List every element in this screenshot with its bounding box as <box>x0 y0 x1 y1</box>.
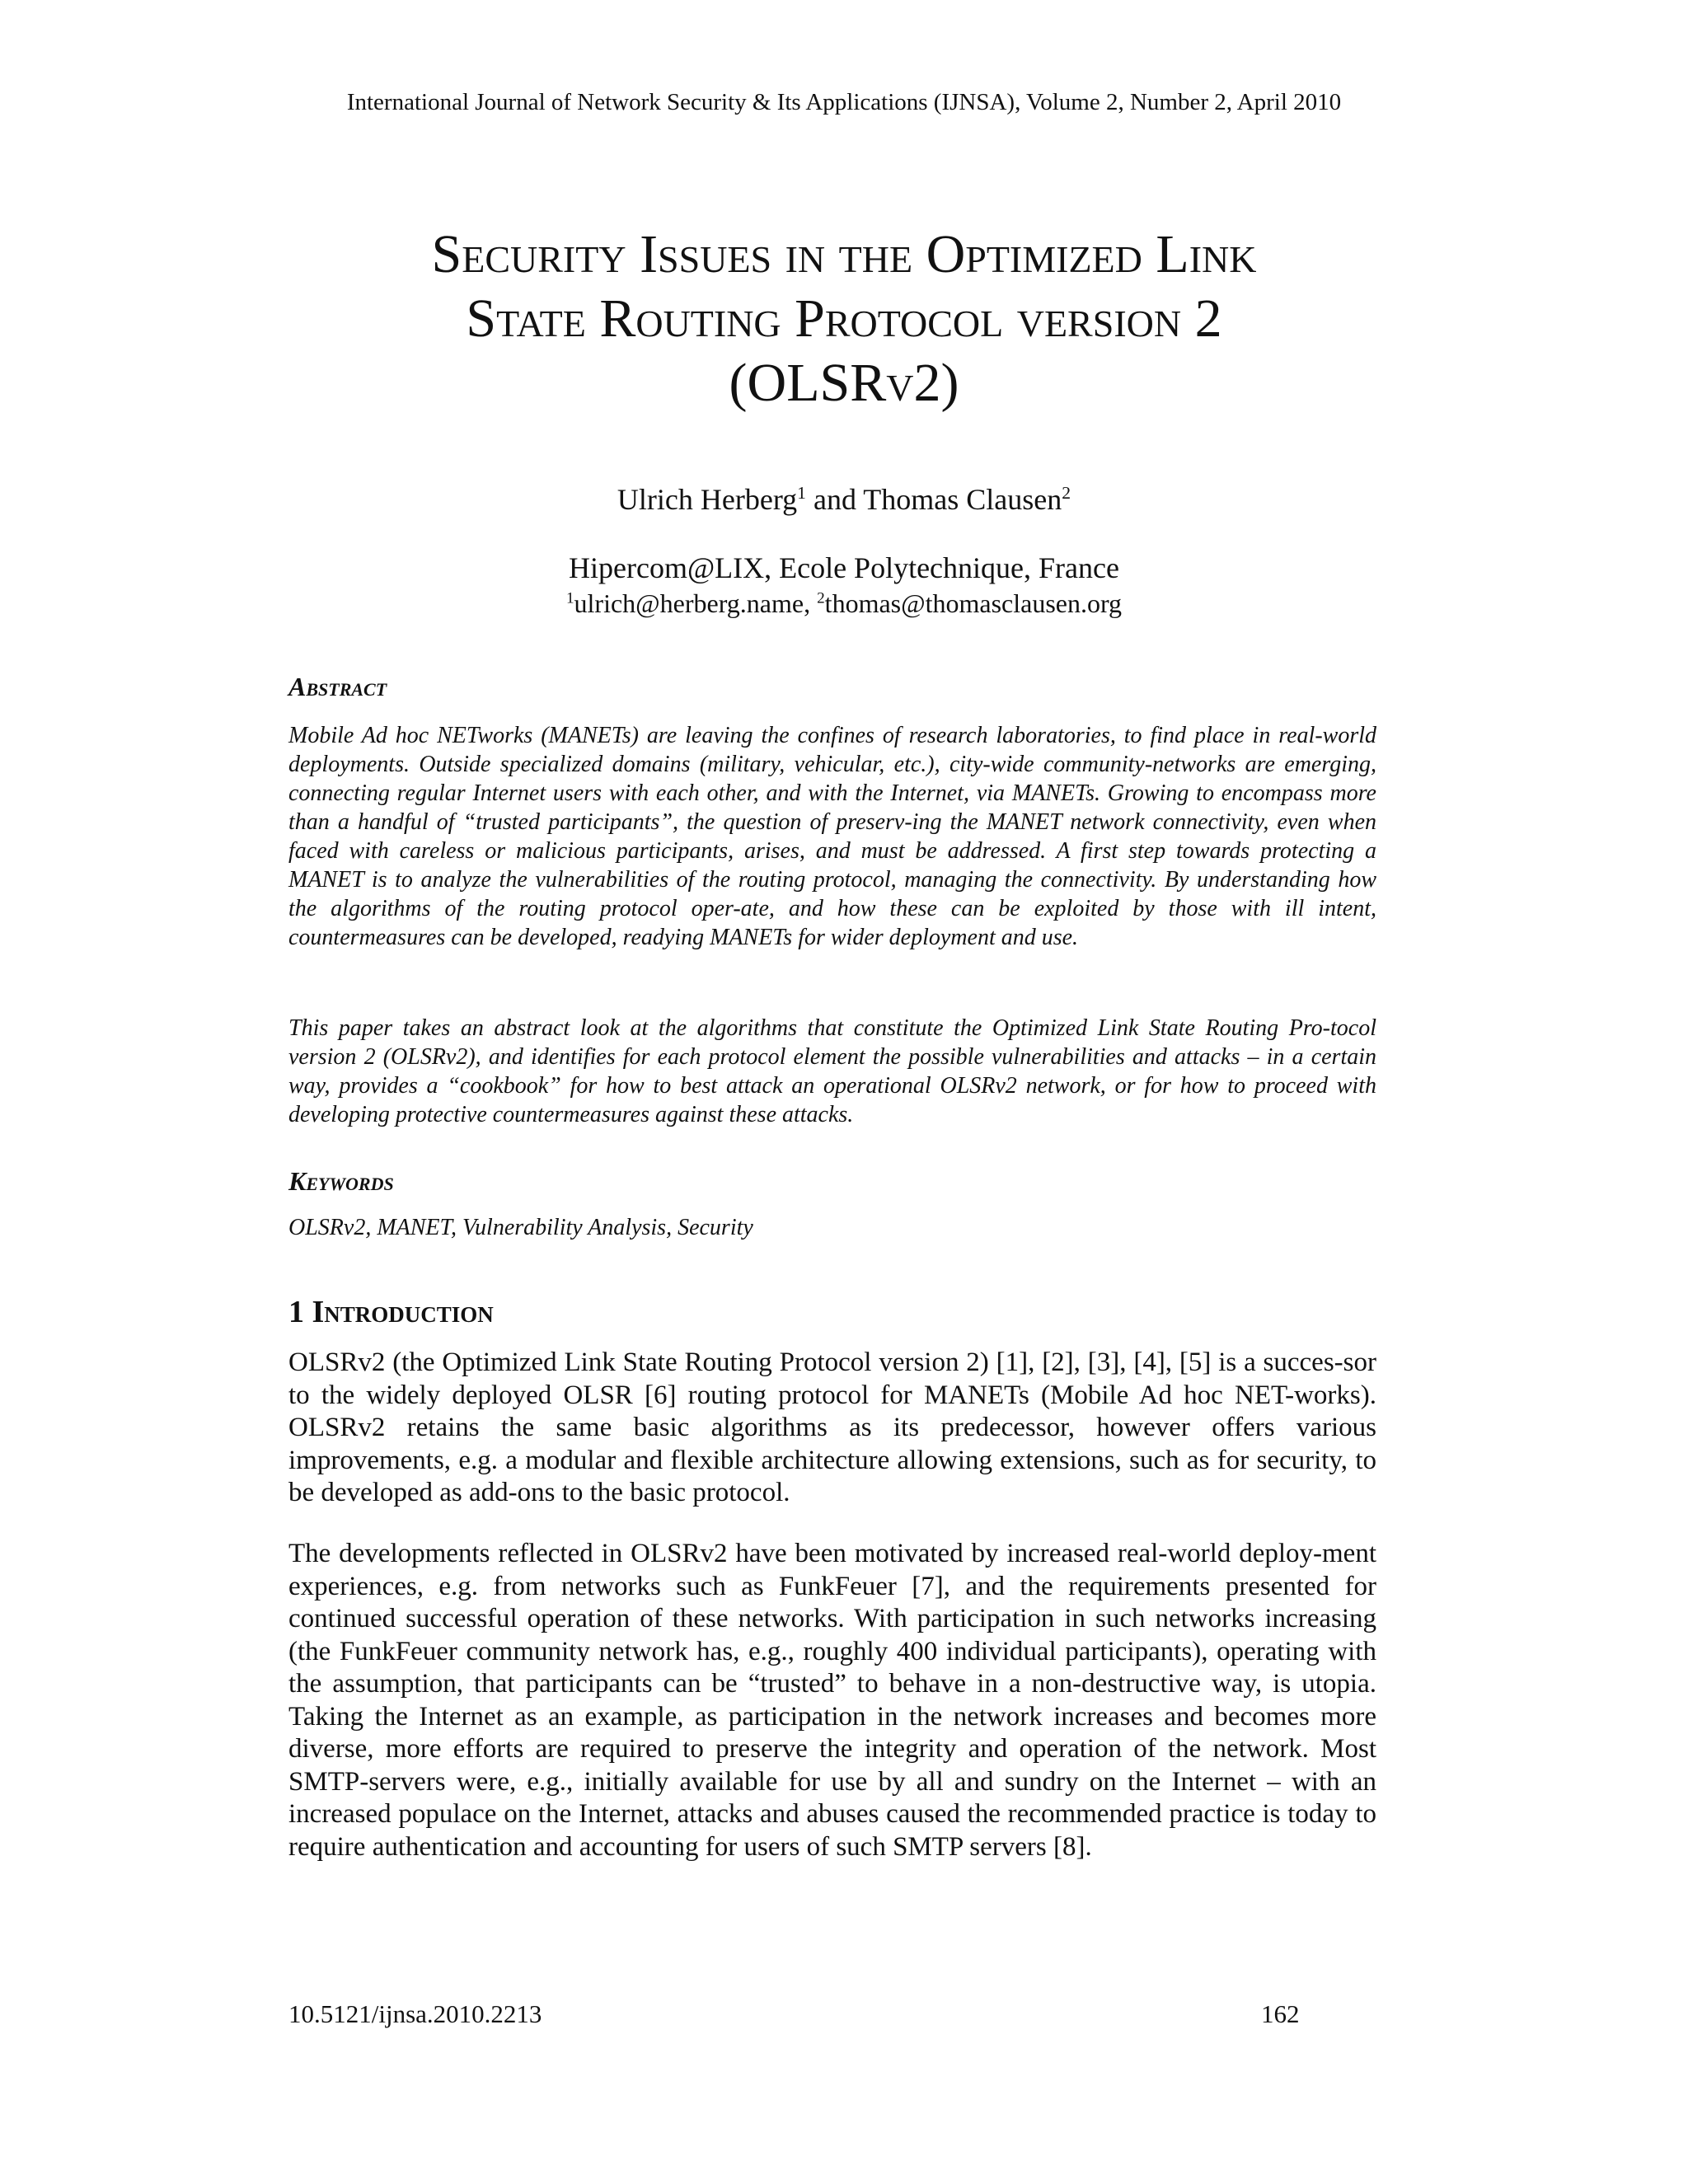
abstract-heading: Abstract <box>288 672 387 701</box>
paper-title <box>247 223 1441 415</box>
author-2-superscript: 2 <box>1062 483 1071 503</box>
email-1: ulrich@herberg.name, <box>574 588 818 618</box>
keywords-heading: Keywords <box>288 1166 394 1196</box>
running-header: International Journal of Network Security & Its Applications (IJNSA), Volume 2, Number 2, April 2010 <box>346 89 1342 115</box>
email-1-superscript: 1 <box>565 589 574 607</box>
title-line-2: State Routing Protocol version 2 <box>466 288 1222 349</box>
footer-page-number: 162 <box>1261 1999 1300 2028</box>
footer-doi: 10.5121/ijnsa.2010.2213 <box>288 1999 542 2028</box>
introduction-paragraph-1: OLSRv2 (the Optimized Link State Routing Protocol version 2) [1], [2], [3], [4], [5] is a succes-sor to the widely deployed OLSR [6] routing protocol for MANETs (Mobile Ad hoc NET-works). OLSRv2 retains the same basic algorithms as its predecessor, however offers various improvements, e.g. a modular and flexible architecture allowing extensions, such as for security, to be developed as add-ons to the basic protocol. <box>288 1347 1376 1507</box>
introduction-heading: 1 Introduction <box>288 1295 494 1329</box>
authors <box>0 482 1688 517</box>
author-conjunction: and <box>805 483 864 516</box>
author-1-superscript: 1 <box>797 483 806 503</box>
abstract-paragraph-1: Mobile Ad hoc NETworks (MANETs) are leaving the confines of research laboratories, to find place in real-world deployments. Outside specialized domains (military, vehicular, etc.), city-wide community-networks are emerging, connecting regular Internet users with each other, and with the Internet, via MANETs. Growing to encompass more than a handful of “trusted participants”, the question of preserv-ing the MANET network connectivity, even when faced with careless or malicious participants, arises, and must be addressed. A first step towards protecting a MANET is to analyze the vulnerabilities of the routing protocol, managing the connectivity. By understanding how the algorithms of the routing protocol oper-ate, and how these can be exploited by those with ill intent, countermeasures can be developed, readying MANETs for wider deployment and use. <box>288 723 1376 950</box>
email-2: thomas@thomasclausen.org <box>824 588 1123 618</box>
author-2: Thomas Clausen <box>863 483 1062 516</box>
author-1: Ulrich Herberg <box>617 483 798 516</box>
email-2-superscript: 2 <box>817 589 825 607</box>
keywords-text: OLSRv2, MANET, Vulnerability Analysis, Security <box>288 1215 753 1240</box>
introduction-paragraph-2: The developments reflected in OLSRv2 have been motivated by increased real-world deploy-ment experiences, e.g. from networks such as FunkFeuer [7], and the requirements presented for continued successful operation of these networks. With participation in such networks increasing (the FunkFeuer community network has, e.g., roughly 400 individual participants), operating with the assumption, that participants can be “trusted” to behave in a non-destructive way, is utopia. Taking the Internet as an example, as participation in the network increases and becomes more diverse, more efforts are required to preserve the integrity and operation of the network. Most SMTP-servers were, e.g., initially available for use by all and sundry on the Internet – with an increased populace on the Internet, attacks and abuses caused the recommended practice is today to require authentication and accounting for users of such SMTP servers [8]. <box>288 1539 1376 1862</box>
title-line-1: Security Issues in the Optimized Link <box>431 224 1257 284</box>
title-line-3: (OLSRv2) <box>729 353 959 413</box>
affiliation: Hipercom@LIX, Ecole Polytechnique, France <box>569 551 1119 584</box>
author-emails <box>0 588 1688 619</box>
abstract-paragraph-2: This paper takes an abstract look at the algorithms that constitute the Optimized Link State Routing Pro-tocol version 2 (OLSRv2), and identifies for each protocol element the possible vulnerabilities and attacks – in a certain way, provides a “cookbook” for how to best attack an operational OLSRv2 network, or for how to proceed with developing protective countermeasures against these attacks. <box>288 1015 1376 1127</box>
